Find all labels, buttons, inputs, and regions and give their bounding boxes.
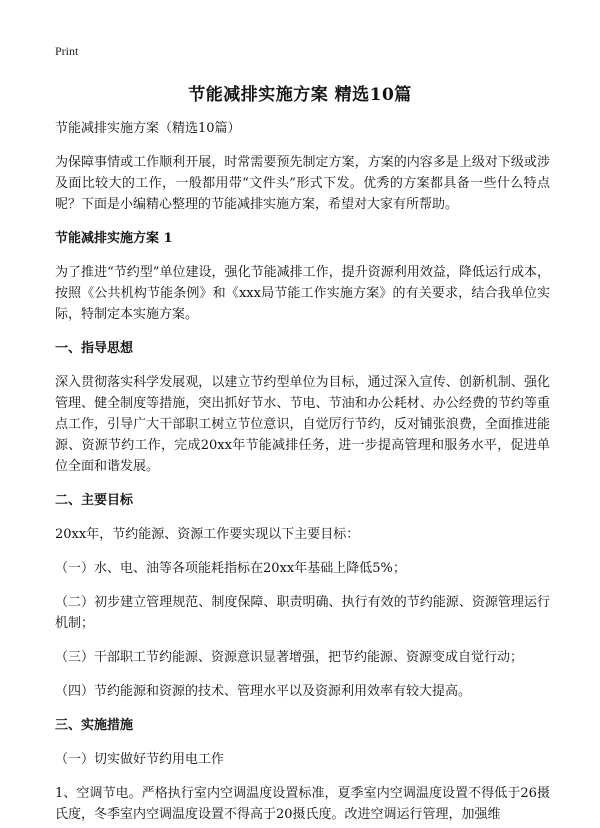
section-1-paragraph: 为了推进“节约型”单位建设，强化节能减排工作，提升资源利用效益，降低运行成本，按照《公共机构节能条例》和《xxx局节能工作实施方案》的有关要求，结合我单位实际，特制定本实施方案。 — [55, 265, 550, 322]
intro-paragraph: 为保障事情或工作顺利开展，时常需要预先制定方案，方案的内容多是上级对下级或涉及面比较大的工作，一般都用带“文件头”形式下发。优秀的方案都具备一些什么特点呢？下面是小编精心整理的节能减排实施方案，希望对大家有所帮助。 — [55, 155, 550, 212]
goal-item: （一）水、电、油等各项能耗指标在20xx年基础上降低5%； — [55, 561, 406, 576]
print-link[interactable]: Print — [55, 44, 79, 58]
guiding-heading: 一、指导思想 — [55, 341, 134, 356]
document-body — [55, 118, 550, 828]
goal-item: （三）干部职工节约能源、资源意识显著增强，把节约能源、资源变成自觉行动； — [55, 650, 524, 665]
subtitle: 节能减排实施方案（精选10篇） — [55, 121, 241, 136]
section-heading-1: 节能减排实施方案 1 — [55, 231, 173, 246]
goal-item: （二）初步建立管理规范、制度保障、职责明确、执行有效的节约能源、资源管理运行机制； — [55, 595, 550, 631]
measures-heading: 三、实施措施 — [55, 718, 134, 733]
goals-heading: 二、主要目标 — [55, 493, 134, 508]
measures-item: 1、空调节电。严格执行室内空调温度设置标准，夏季室内空调温度设置不得低于26摄氏度，冬季室内空调温度设置不得高于20摄氏度。改进空调运行管理，加强维 — [55, 786, 550, 822]
goals-intro: 20xx年，节约能源、资源工作要实现以下主要目标： — [55, 527, 360, 542]
measures-subheading: （一）切实做好节约用电工作 — [55, 752, 225, 767]
goal-item: （四）节约能源和资源的技术、管理水平以及资源利用效率有较大提高。 — [55, 684, 472, 699]
page-title: 节能减排实施方案 精选10篇 — [188, 85, 412, 105]
guiding-paragraph: 深入贯彻落实科学发展观，以建立节约型单位为目标，通过深入宣传、创新机制、强化管理、健全制度等措施，突出抓好节水、节电、节油和办公耗材、办公经费的节约等重点工作，引导广大干部职工树立节位意识，自觉厉行节约，反对铺张浪费，全面推进能源、资源节约工作，完成20xx年节能减排任务，进一步提高管理和服务水平，促进单位全面和谐发展。 — [55, 375, 550, 474]
